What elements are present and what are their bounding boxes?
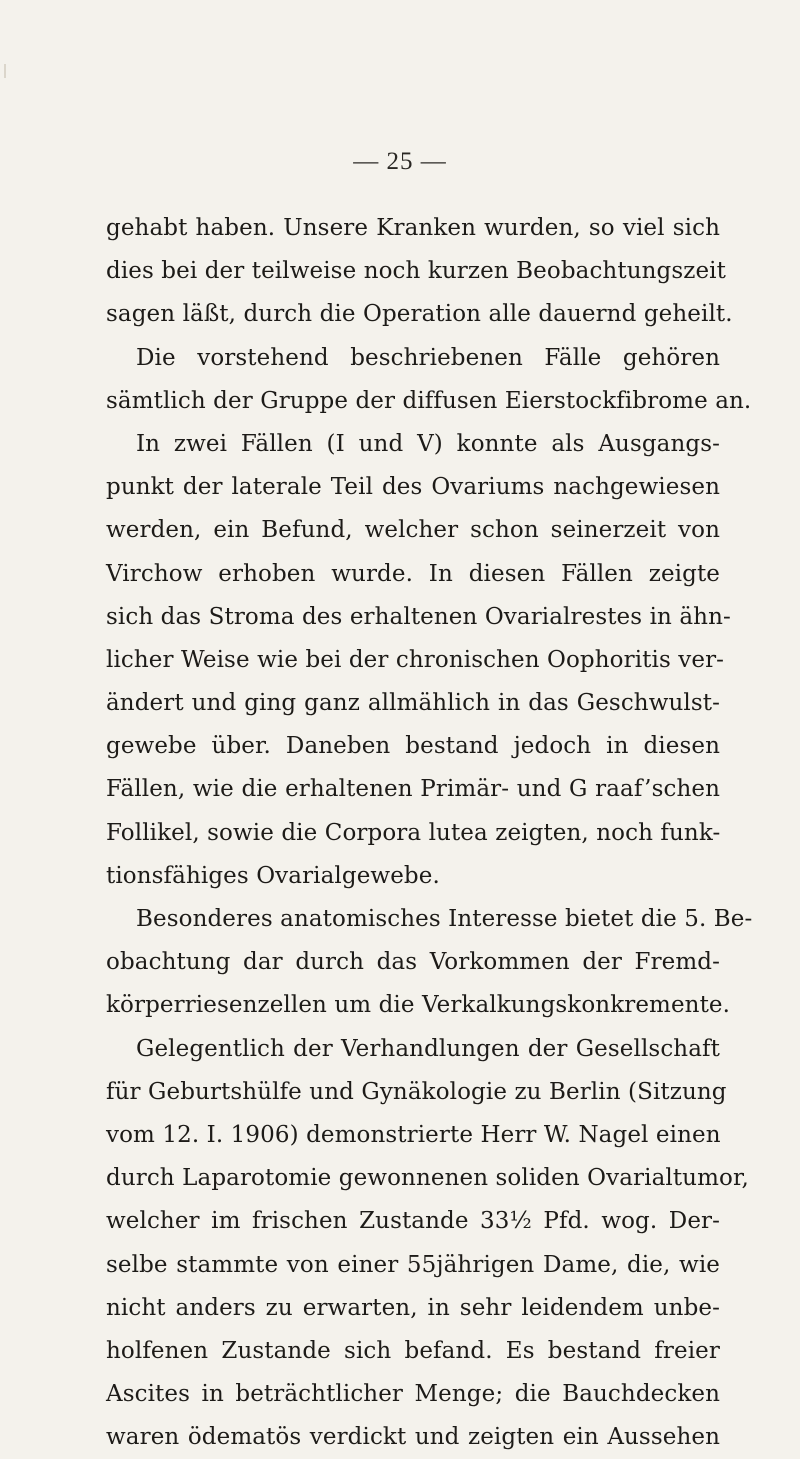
text-line: werden, ein Befund, welcher schon seinerzeit von — [106, 517, 720, 544]
text-line: körperriesenzellen um die Verkalkungskonkremente. — [106, 992, 731, 1019]
text-line: Ascites in beträchtlicher Menge; die Bauchdecken — [106, 1381, 720, 1408]
text-line: gewebe über. Daneben bestand jedoch in diesen — [106, 733, 720, 760]
text-line: obachtung dar durch das Vorkommen der Fremd- — [106, 949, 720, 976]
text-line: licher Weise wie bei der chronischen Oophoritis ver- — [106, 646, 725, 673]
text-line: sagen läßt, durch die Operation alle dauernd geheilt. — [106, 301, 733, 328]
page-number: — 25 — — [353, 148, 447, 175]
text-line: sich das Stroma des erhaltenen Ovarialrestes in ähn- — [106, 603, 731, 630]
text-line: Gelegentlich der Verhandlungen der Gesellschaft — [136, 1035, 720, 1062]
text-line: sämtlich der Gruppe der diffusen Eierstockfibrome an. — [106, 387, 752, 414]
text-line: ändert und ging ganz allmählich in das Geschwulst- — [106, 690, 720, 717]
text-line: gehabt haben. Unsere Kranken wurden, so viel sich — [106, 215, 720, 241]
text-line: dies bei der teilweise noch kurzen Beobachtungszeit — [106, 258, 726, 285]
text-line: für Geburtshülfe und Gynäkologie zu Berlin (Sitzung — [106, 1078, 727, 1105]
text-line: Besonderes anatomisches Interesse bietet die 5. Be- — [136, 906, 753, 932]
text-line: holfenen Zustande sich befand. Es bestand freier — [106, 1337, 720, 1364]
text-line: Follikel, sowie die Corpora lutea zeigten, noch funk- — [106, 819, 721, 846]
body-text — [106, 207, 753, 1459]
text-line: In zwei Fällen (I und V) konnte als Ausgangs- — [136, 430, 720, 457]
text-line: durch Laparotomie gewonnenen soliden Ovarialtumor, — [106, 1165, 749, 1192]
text-line: Virchow erhoben wurde. In diesen Fällen zeigte — [106, 560, 720, 587]
text-line: vom 12. I. 1906) demonstrierte Herr W. Nagel einen — [106, 1121, 721, 1148]
text-line: nicht anders zu erwarten, in sehr leidendem unbe- — [106, 1294, 720, 1321]
text-line: waren ödematös verdickt und zeigten ein Aussehen — [106, 1424, 720, 1451]
text-line: tionsfähiges Ovarialgewebe. — [106, 862, 440, 889]
text-line: punkt der laterale Teil des Ovariums nachgewiesen — [106, 474, 720, 501]
text-line: welcher im frischen Zustande 33½ Pfd. wog. Der- — [106, 1208, 720, 1235]
text-line: Fällen, wie die erhaltenen Primär- und G raaf’schen — [106, 776, 720, 803]
scan-edge-mark — [4, 64, 6, 78]
text-line: selbe stammte von einer 55jährigen Dame, die, wie — [106, 1251, 720, 1278]
text-line: Die vorstehend beschriebenen Fälle gehören — [136, 344, 720, 371]
